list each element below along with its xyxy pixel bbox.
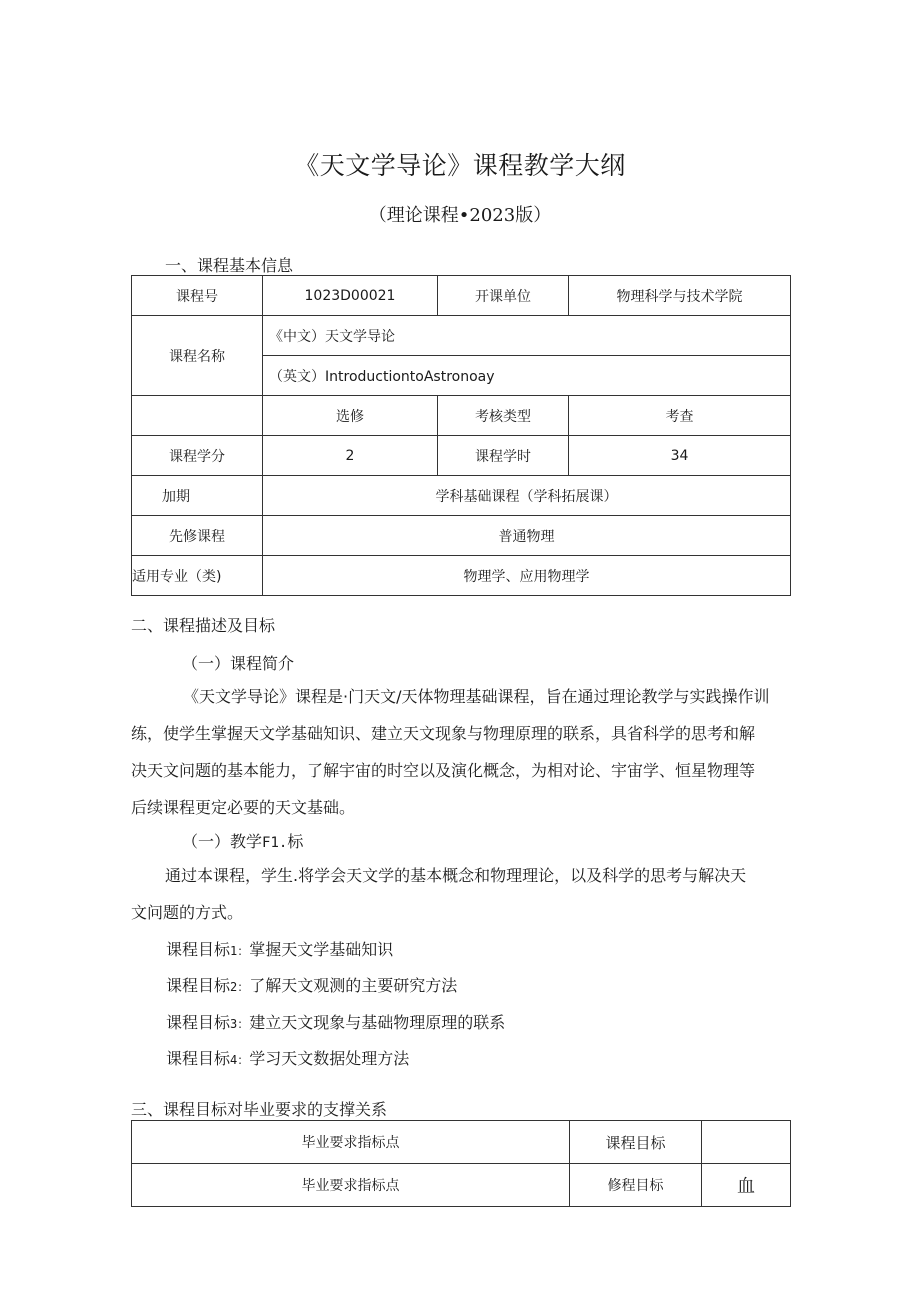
goal-heading-mark: F1.: [262, 835, 288, 851]
course-goal-2: [166, 973, 457, 996]
goal-line: 通过本课程，学生.将学会天文学的基本概念和物理理论，以及科学的思考与解决天: [165, 866, 747, 885]
section2-heading: 二、课程描述及目标: [131, 616, 276, 635]
goal-number: 2：: [230, 980, 250, 994]
hours-label: 课程学时: [438, 436, 569, 476]
goal-text: 建立天文现象与基础物理原理的联系: [249, 1013, 506, 1032]
intro-heading: （一）课程简介: [182, 654, 295, 673]
goal-prefix: 课程目标: [166, 940, 231, 959]
intro-line: 练，使学生掌握天文学基础知识、建立天文现象与物理原理的联系，具省科学的思考和解: [131, 724, 756, 743]
row-requirement: 毕业要求指标点: [132, 1164, 570, 1207]
document-subtitle: （理论课程•2023版）: [368, 205, 552, 226]
period-label: 加期: [132, 476, 263, 516]
prereq-value: 普通物理: [263, 516, 791, 556]
unit-value: 物理科学与技术学院: [569, 276, 791, 316]
goal-prefix: 课程目标: [166, 1013, 231, 1032]
section3-heading: 三、课程目标对毕业要求的支撑关系: [131, 1100, 388, 1119]
course-code-value: 1023D00021: [263, 276, 438, 316]
intro-line: 后续课程更定必要的天文基础。: [131, 798, 356, 817]
goal-prefix: 课程目标: [166, 1049, 231, 1068]
intro-line: 《天文学导论》课程是·门天文/天体物理基础课程，旨在通过理论教学与实践操作训: [183, 687, 770, 706]
major-label: 适用专业（类): [132, 556, 263, 596]
period-value: 学科基础课程（学科拓展课）: [263, 476, 791, 516]
course-goal-3: [166, 1010, 505, 1033]
document-title: 《天文学导论》课程教学大纲: [294, 151, 626, 180]
goal-text: 了解天文观测的主要研究方法: [249, 976, 458, 995]
goal-paragraph: [131, 857, 791, 931]
header-requirement: 毕业要求指标点: [132, 1121, 570, 1164]
credit-label: 课程学分: [132, 436, 263, 476]
table-row: [132, 1121, 791, 1164]
course-goal-1: [166, 937, 393, 960]
unit-label: 开课单位: [438, 276, 569, 316]
header-empty: [702, 1121, 791, 1164]
goal-heading-prefix: （一）教学: [182, 832, 263, 851]
exam-type-value: 考查: [569, 396, 791, 436]
table-row: [132, 516, 791, 556]
goal-text: 掌握天文学基础知识: [249, 940, 394, 959]
goal-number: 1：: [230, 944, 250, 958]
course-goal-4: [166, 1046, 409, 1069]
course-name-en: （英文）IntroductiontoAstronoay: [263, 356, 791, 396]
credit-value: 2: [263, 436, 438, 476]
empty-cell: [132, 396, 263, 436]
hours-value: 34: [569, 436, 791, 476]
goal-text: 学习天文数据处理方法: [249, 1049, 410, 1068]
course-type-value: 选修: [263, 396, 438, 436]
goal-heading: [182, 829, 303, 852]
goal-heading-suffix: 标: [287, 832, 304, 851]
exam-type-label: 考核类型: [438, 396, 569, 436]
goal-number: 3：: [230, 1017, 250, 1031]
course-info-table: [131, 275, 791, 596]
table-row: [132, 436, 791, 476]
course-name-label: 课程名称: [132, 316, 263, 396]
goal-number: 4：: [230, 1053, 250, 1067]
table-row: [132, 276, 791, 316]
header-goal: 课程目标: [570, 1121, 702, 1164]
goal-line: 文问题的方式。: [131, 903, 244, 922]
prereq-label: 先修课程: [132, 516, 263, 556]
course-code-label: 课程号: [132, 276, 263, 316]
table-row: [132, 476, 791, 516]
course-name-cn: 《中文）天文学导论: [263, 316, 791, 356]
row-goal: 修程目标: [570, 1164, 702, 1207]
section1-heading: 一、课程基本信息: [165, 256, 294, 275]
table-row: [132, 396, 791, 436]
major-value: 物理学、应用物理学: [263, 556, 791, 596]
table-row: [132, 1164, 791, 1207]
support-relation-table: [131, 1120, 791, 1207]
goal-prefix: 课程目标: [166, 976, 231, 995]
table-row: [132, 316, 791, 356]
row-mark: 血: [702, 1164, 791, 1207]
intro-paragraph: [131, 678, 791, 826]
intro-line: 决天文问题的基本能力，了解宇宙的时空以及演化概念，为相对论、宇宙学、恒星物理等: [131, 761, 756, 780]
table-row: [132, 556, 791, 596]
